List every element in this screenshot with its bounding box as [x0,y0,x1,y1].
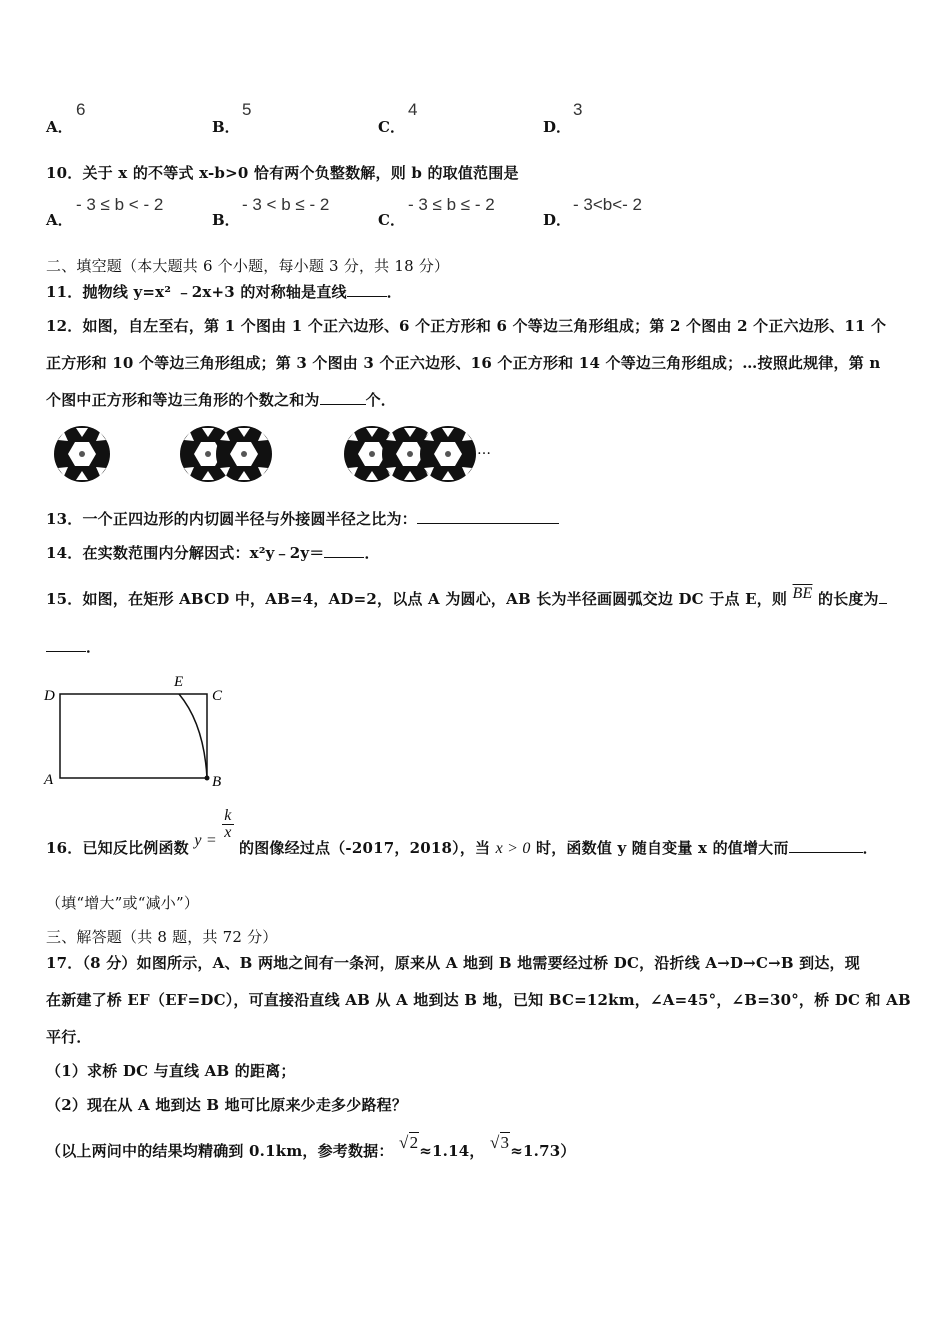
point-b-dot [205,776,210,781]
q12-line-2: 正方形和 10 个等边三角形组成；第 3 个图由 3 个正六边形、16 个正方形和 14 个等边三角形组成；…按照此规律，第 n [46,354,881,372]
label-b: B [212,774,222,790]
q15-rectangle-figure [42,672,232,792]
q15-arc-be: $\overline{BE}$ [792,585,813,602]
q9-option-a-label: A． [46,118,73,136]
q16-y: y = [194,831,217,849]
q9-option-a-value: 6 [76,100,86,119]
q10-option-b-value: - 3 < b ≤ - 2 [242,195,330,214]
q16-blank [789,838,863,853]
q9-option-d-label: D． [543,118,572,136]
q12-line-1: 12．如图，自左至右，第 1 个图由 1 个正六边形、6 个正方形和 6 个等边三角形组成；第 2 个图由 2 个正六边形、11 个 [46,317,887,335]
label-c: C [212,688,223,704]
q17-note-pre: （以上两问中的结果均精确到 0.1km，参考数据： [46,1142,394,1160]
q17-line-3: 平行． [46,1028,92,1046]
q13-blank [417,509,559,524]
pattern-2-unit-2 [216,426,272,482]
q10-option-c-label: C． [378,211,405,229]
q17-approx-2: ≈1.14， [419,1142,485,1160]
q9-option-d-value: 3 [573,100,583,119]
q17-sqrt-3-rad: 3 [500,1133,510,1152]
q14-blank [324,543,364,558]
q15-blank-continue: ． [46,636,101,657]
rectangle-abcd [60,694,207,778]
q12-line-3-text: 个图中正方形和等边三角形的个数之和为 [46,391,320,409]
q9-option-c-label: C． [378,118,405,136]
label-e: E [174,674,184,690]
q17-part-2: （2）现在从 A 地到达 B 地可比原来少走多少路程？ [46,1096,408,1114]
q17-line-2: 在新建了桥 EF（EF=DC），可直接沿直线 AB 从 A 地到达 B 地，已知 BC=12km，∠A=45°，∠B=30°，桥 DC 和 AB [46,991,911,1009]
q17-line-1: 17．（8 分）如图所示，A、B 两地之间有一条河，原来从 A 地到 B 地需要经过桥 DC，沿折线 A→D→C→B 到达，现 [46,954,860,972]
q16-note: （填“增大”或“减小”） [46,894,200,912]
q12-pattern-figure [40,420,500,488]
q15-text [46,585,887,609]
q14-text: 14．在实数范围内分解因式：x²y﹣2y＝ ． [46,544,380,562]
q16-condition: x > 0 [495,839,531,857]
q16-x: x [224,824,232,841]
q14-stem: 14．在实数范围内分解因式：x²y﹣2y＝ [46,544,325,562]
q15-blank-start [879,589,887,604]
q10-option-a-label: A． [46,211,73,229]
q15-stem: 15．如图，在矩形 ABCD 中，AB=4，AD=2，以点 A 为圆心，AB 长为半径画圆弧交边 DC 于点 E，则 [46,590,788,608]
q10-option-b-label: B． [212,211,240,229]
q17-sqrt-2-rad: 2 [409,1133,419,1152]
label-d: D [44,688,55,704]
q12-line-3-end: 个． [365,391,397,409]
q16-text: 16．已知反比例函数 y = $\frac{k}{x}$ 的图像经过点（-2017，2018），当 x > 0 时，函数值 y 随自变量 x 的值增大而 ． [46,807,878,857]
q9-option-b-value: 5 [242,100,252,119]
q12-line-3 [46,389,396,410]
q10-option-a-value: - 3 ≤ b < - 2 [76,195,164,214]
q10-option-d-value: - 3<b<- 2 [573,195,642,214]
q11-text: 11．抛物线 y=x² ﹣2x+3 的对称轴是直线 ． [46,283,402,301]
q11-blank [347,282,387,297]
q16-post: 时，函数值 y 随自变量 x 的值增大而 [536,838,789,857]
pattern-3-unit-3 [420,426,476,482]
q16-k: k [224,807,232,824]
q17-sqrt-3: √3 [490,1133,510,1152]
q9-option-c-value: 4 [408,100,418,119]
q11-stem: 11．抛物线 y=x² ﹣2x+3 的对称轴是直线 [46,283,347,301]
q15-blank-end [46,637,86,652]
section-2-heading: 二、填空题（本大题共 6 个小题，每小题 3 分，共 18 分） [46,257,450,275]
pattern-1-unit-1 [54,426,110,482]
q10-stem: 10．关于 x 的不等式 x-b>0 恰有两个负整数解，则 b 的取值范围是 [46,164,519,182]
label-a: A [44,772,54,788]
q15-post: 的长度为 [817,590,879,608]
q17-sqrt-2: √2 [399,1133,419,1152]
q13-text [46,508,559,529]
q12-ellipsis: … [477,442,491,458]
arc-be [179,694,207,778]
q17-note [46,1132,576,1160]
q17-part-1: （1）求桥 DC 与直线 AB 的距离； [46,1062,296,1080]
q16-mid: 的图像经过点（-2017，2018），当 [239,838,491,857]
q17-approx-3: ≈1.73） [510,1142,576,1160]
q12-blank [320,390,366,405]
q16-fraction [222,808,233,841]
q9-option-b-label: B． [212,118,240,136]
section-3-heading: 三、解答题（共 8 题，共 72 分） [46,928,278,946]
q10-option-c-value: - 3 ≤ b ≤ - 2 [408,195,495,214]
q16-stem: 16．已知反比例函数 [46,838,189,857]
q13-stem: 13．一个正四边形的内切圆半径与外接圆半径之比为： [46,510,417,528]
q10-option-d-label: D． [543,211,572,229]
